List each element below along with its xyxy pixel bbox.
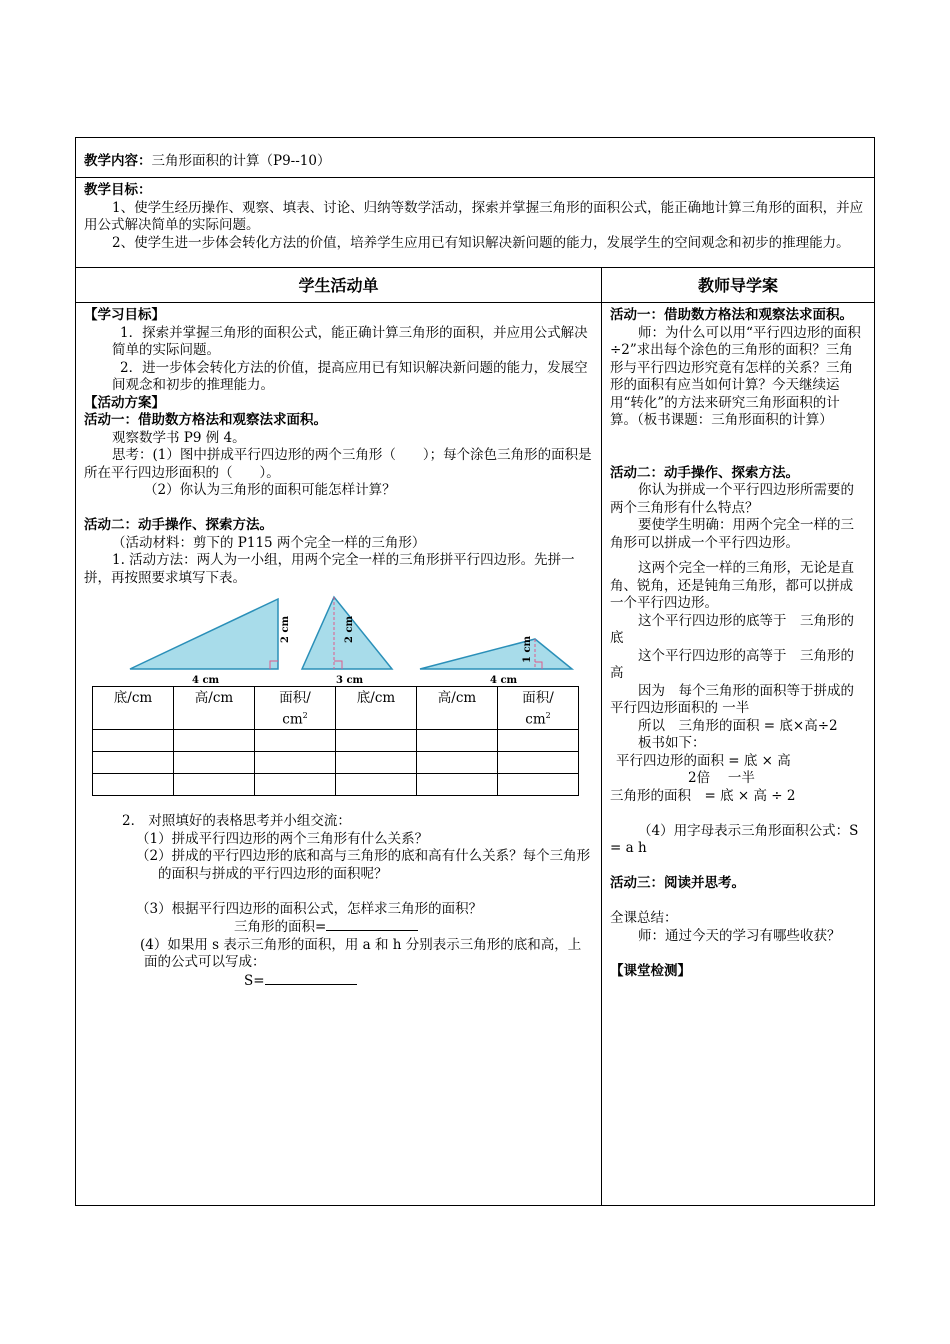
area-table [92,686,579,796]
goal-2: 2、使学生进一步体会转化方法的价值，培养学生应用已有知识解决新问题的能力，发展学生的空间观念和初步的推理能力。 [112,234,850,251]
header-area-2-sup: 2 [545,711,551,720]
teaching-content-row [76,138,874,178]
header-height-1: 高/cm [174,687,255,730]
study-goals-title: 【学习目标】 [84,307,165,323]
letter-formula-label: S= [244,972,265,989]
triangle-1-base-label: 4 cm [192,675,220,686]
teaching-goals-row [76,178,874,268]
table-cell[interactable] [93,751,174,773]
teacher-activity-2-p8: （4）用字母表示三角形面积公式：S = a h [610,822,859,856]
activity-1-title: 活动一：借助数方格法和观察法求面积。 [84,412,327,428]
reflection-intro: 2． 对照填好的表格思考并小组交流： [122,813,351,829]
triangle-area-formula-line [84,918,593,937]
table-cell[interactable] [498,751,579,773]
board-line-2: 2倍 一半 [688,770,755,786]
teacher-activity-2-p2: 要使学生明确：用两个完全一样的三角形可以拼成一个平行四边形。 [610,517,854,551]
summary-label: 全课总结： [610,910,678,926]
header-area-1-sup: 2 [302,711,308,720]
area-table-header-row [93,687,579,730]
table-cell[interactable] [255,729,336,751]
teacher-activity-2-title: 活动二：动手操作、探索方法。 [610,464,799,481]
content-value: 三角形面积的计算（P9--10） [151,153,331,169]
obtuse-triangle-figure [420,639,572,669]
triangle-2-height-label: 2 cm [344,615,355,643]
board-line-1: 平行四边形的面积 = 底 × 高 [616,752,791,769]
student-activity-heading: 学生活动单 [76,268,601,303]
header-area-1-label: 面积/ [279,690,311,706]
table-row [93,773,579,795]
header-base-2: 底/cm [336,687,417,730]
triangle-1-height-label: 2 cm [280,615,291,643]
triangle-area-formula-label: 三角形的面积= [234,919,327,935]
teacher-guide-column [602,268,874,1205]
teacher-activity-2-p4: 这个平行四边形的底等于 三角形的底 [610,612,854,646]
table-cell[interactable] [417,773,498,795]
reflection-q2: （2）拼成的平行四边形的底和高与三角形的底和高有什么关系？每个三角形的面积与拼成的平行四边形的面积呢？ [136,848,591,882]
teacher-activity-2-p6: 因为 每个三角形的面积等于拼成的平行四边形面积的 一半 [610,682,854,716]
activity-1-observe: 观察数学书 P9 例 4。 [112,429,246,446]
header-area-1 [255,687,336,730]
right-triangle-figure [130,599,278,669]
table-cell[interactable] [336,729,417,751]
header-area-2-unit: cm [525,711,546,728]
table-cell[interactable] [417,751,498,773]
classroom-check-title: 【课堂检测】 [610,962,691,979]
content-label: 教学内容： [84,153,152,169]
triangle-figures [120,591,580,686]
triangle-3-base-label: 4 cm [490,675,518,686]
table-cell[interactable] [498,729,579,751]
triangle-3-height-label: 1 cm [522,635,533,663]
student-activity-column [76,268,602,1205]
table-cell[interactable] [93,773,174,795]
activity-1-question-2: （2）你认为三角形的面积可能怎样计算？ [144,482,396,498]
table-cell[interactable] [93,729,174,751]
reflection-q3: （3）根据平行四边形的面积公式，怎样求三角形的面积？ [136,900,483,917]
header-area-2 [498,687,579,730]
triangle-2-base-label: 3 cm [336,675,364,686]
reflection-q4: (4）如果用 s 表示三角形的面积，用 a 和 h 分别表示三角形的底和高，上面的公式可以写成： [140,936,582,970]
study-goal-2: 2．进一步体会转化方法的价值，提高应用已有知识解决新问题的能力，发展空间观念和初步的推理能力。 [112,359,588,393]
triangle-figures-svg [120,591,580,686]
table-cell[interactable] [336,773,417,795]
board-label: 板书如下： [638,735,706,751]
teacher-activity-1-text: 师：为什么可以用“平行四边形的面积÷2”求出每个涂色的三角形的面积？三角形与平行四边形究竟有怎样的关系？三角形的面积有应当如何计算？今天继续运用“转化”的方法来研究三角形面积的计算。（板书课题：三角形面积的计算） [610,324,861,428]
table-cell[interactable] [498,773,579,795]
table-cell[interactable] [255,751,336,773]
reflection-q1: （1）拼成平行四边形的两个三角形有什么关系？ [136,830,429,847]
letter-formula-blank[interactable] [265,972,357,985]
two-column-section [76,268,874,1205]
formula-blank[interactable] [326,918,418,931]
summary-text: 师：通过今天的学习有哪些收获？ [638,927,841,944]
table-cell[interactable] [417,729,498,751]
activity-2-material: （活动材料：剪下的 P115 两个完全一样的三角形） [112,534,426,551]
plan-title: 【活动方案】 [84,394,165,411]
teacher-activity-3-title: 活动三：阅读并思考。 [610,875,745,891]
activity-2-method: 1. 活动方法：两人为一小组，用两个完全一样的三角形拼平行四边形。先拼一拼，再按照要求填写下表。 [84,552,575,586]
header-height-2: 高/cm [417,687,498,730]
goal-1: 1、使学生经历操作、观察、填表、讨论、归纳等数学活动，探索并掌握三角形的面积公式，能正确地计算三角形的面积，并应用公式解决简单的实际问题。 [84,199,864,233]
table-cell[interactable] [174,773,255,795]
lesson-plan-page [75,137,875,1206]
activity-1-think: 思考：(1）图中拼成平行四边形的两个三角形（ ）；每个涂色三角形的面积是所在平行四边形面积的（ ）。 [84,447,592,481]
teacher-guide-heading: 教师导学案 [602,268,874,303]
letter-formula-line [84,972,593,991]
header-area-1-unit: cm [282,711,303,728]
header-base-1: 底/cm [93,687,174,730]
table-cell[interactable] [174,751,255,773]
table-cell[interactable] [255,773,336,795]
header-area-2-label: 面积/ [522,690,554,706]
table-row [93,729,579,751]
teacher-activity-2-p1: 你认为拼成一个平行四边形所需要的两个三角形有什么特点？ [610,482,854,516]
goals-label: 教学目标： [84,182,152,198]
teacher-activity-2-p7: 所以 三角形的面积 = 底×高÷2 [638,717,838,734]
teacher-activity-1-title: 活动一：借助数方格法和观察法求面积。 [610,307,853,323]
table-row [93,751,579,773]
table-cell[interactable] [336,751,417,773]
activity-2-title: 活动二：动手操作、探索方法。 [84,517,273,533]
board-line-3: 三角形的面积 = 底 × 高 ÷ 2 [610,787,796,804]
teacher-activity-2-p3: 这两个完全一样的三角形，无论是直角、锐角，还是钝角三角形，都可以拼成一个平行四边形。 [610,560,854,611]
teacher-activity-2-p5: 这个平行四边形的高等于 三角形的高 [610,647,854,681]
study-goal-1: 1．探索并掌握三角形的面积公式，能正确计算三角形的面积，并应用公式解决简单的实际问题。 [112,324,588,358]
table-cell[interactable] [174,729,255,751]
